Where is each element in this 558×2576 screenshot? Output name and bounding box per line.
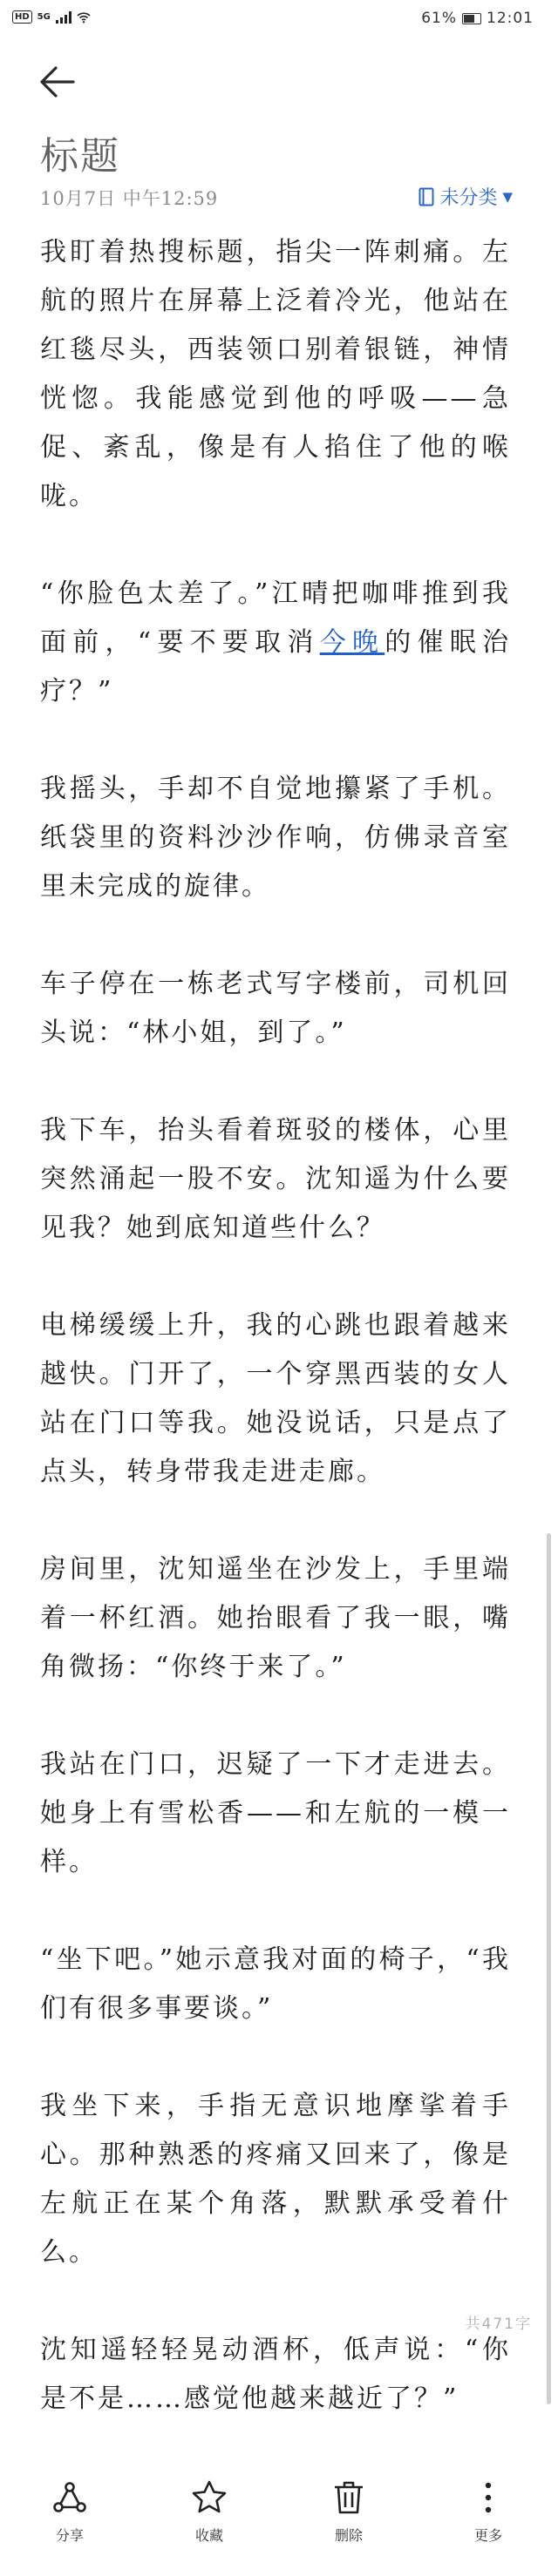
paragraph: 我下车，抬头看着斑驳的楼体，心里突然涌起一股不安。沈知遥为什么要见我？她到底知道些什么？	[40, 1115, 511, 1243]
paragraph: 我坐下来，手指无意识地摩挲着手心。那种熟悉的疼痛又回来了，像是左航正在某个角落，默默承受着什么。	[40, 2091, 511, 2268]
paragraph: 我站在门口，迟疑了一下才走进去。她身上有雪松香——和左航的一模一样。	[40, 1749, 511, 1877]
delete-label: 删除	[334, 2527, 363, 2544]
back-arrow-icon	[37, 61, 78, 103]
paragraph: “坐下吧。”她示意我对面的椅子，“我们有很多事要谈。”	[40, 1944, 511, 2024]
category-selector[interactable]	[418, 183, 513, 210]
paragraph	[40, 570, 511, 716]
time-link[interactable]: 今晚	[319, 627, 385, 658]
note-title[interactable]: 标题	[40, 134, 120, 179]
more-button[interactable]	[418, 2462, 558, 2576]
paragraph: 车子停在一栋老式写字楼前，司机回头说：“林小姐，到了。”	[40, 969, 511, 1048]
paragraph-text: 的催眠治疗？”	[40, 627, 512, 707]
delete-button[interactable]	[279, 2462, 418, 2576]
hd-indicator: HD	[12, 10, 32, 24]
notebook-icon	[418, 187, 434, 206]
trash-icon	[330, 2479, 367, 2516]
paragraph: 房间里，沈知遥坐在沙发上，手里端着一杯红酒。她抬眼看了我一眼，嘴角微扬：“你终于来了。”	[40, 1554, 511, 1682]
wifi-icon	[77, 11, 91, 24]
paragraph-text: “你脸色太差了。”江晴把咖啡推到我面前，“要不要取消	[40, 578, 511, 658]
back-button[interactable]	[37, 61, 78, 103]
bottom-toolbar	[0, 2462, 558, 2576]
paragraph: 我盯着热搜标题，指尖一阵刺痛。左航的照片在屏幕上泛着冷光，他站在红毯尽头，西装领口别着银链，神情恍惚。我能感觉到他的呼吸——急促、紊乱，像是有人掐住了他的喉咙。	[40, 237, 511, 511]
more-vertical-icon	[470, 2479, 507, 2516]
scrollbar[interactable]	[547, 1533, 551, 2404]
favorite-button[interactable]	[140, 2462, 279, 2576]
clock: 12:01	[487, 10, 534, 27]
share-button[interactable]	[0, 2462, 140, 2576]
paragraph: 我摇头，手却不自觉地攥紧了手机。纸袋里的资料沙沙作响，仿佛录音室里未完成的旋律。	[40, 774, 511, 902]
paragraph: 沈知遥轻轻晃动酒杯，低声说：“你是不是……感觉他越来越近了？”	[40, 2335, 511, 2414]
share-icon	[51, 2479, 88, 2516]
category-label: 未分类	[439, 187, 498, 209]
paragraph: 电梯缓缓上升，我的心跳也跟着越来越快。门开了，一个穿黑西装的女人站在门口等我。她没说话，只是点了点头，转身带我走进走廊。	[40, 1310, 511, 1487]
note-body[interactable]	[40, 228, 511, 2472]
more-label: 更多	[473, 2527, 502, 2544]
status-bar	[0, 0, 558, 38]
favorite-label: 收藏	[194, 2527, 223, 2544]
note-datetime: 10月7日 中午12:59	[40, 188, 219, 209]
word-count: 共471字	[465, 2316, 532, 2333]
signal-icon	[56, 11, 71, 24]
network-type: 5G	[37, 12, 51, 22]
battery-icon	[462, 13, 481, 24]
share-label: 分享	[55, 2527, 84, 2544]
battery-percent: 61%	[421, 10, 457, 27]
star-icon	[191, 2479, 228, 2516]
caret-down-icon: ▼	[502, 188, 513, 205]
